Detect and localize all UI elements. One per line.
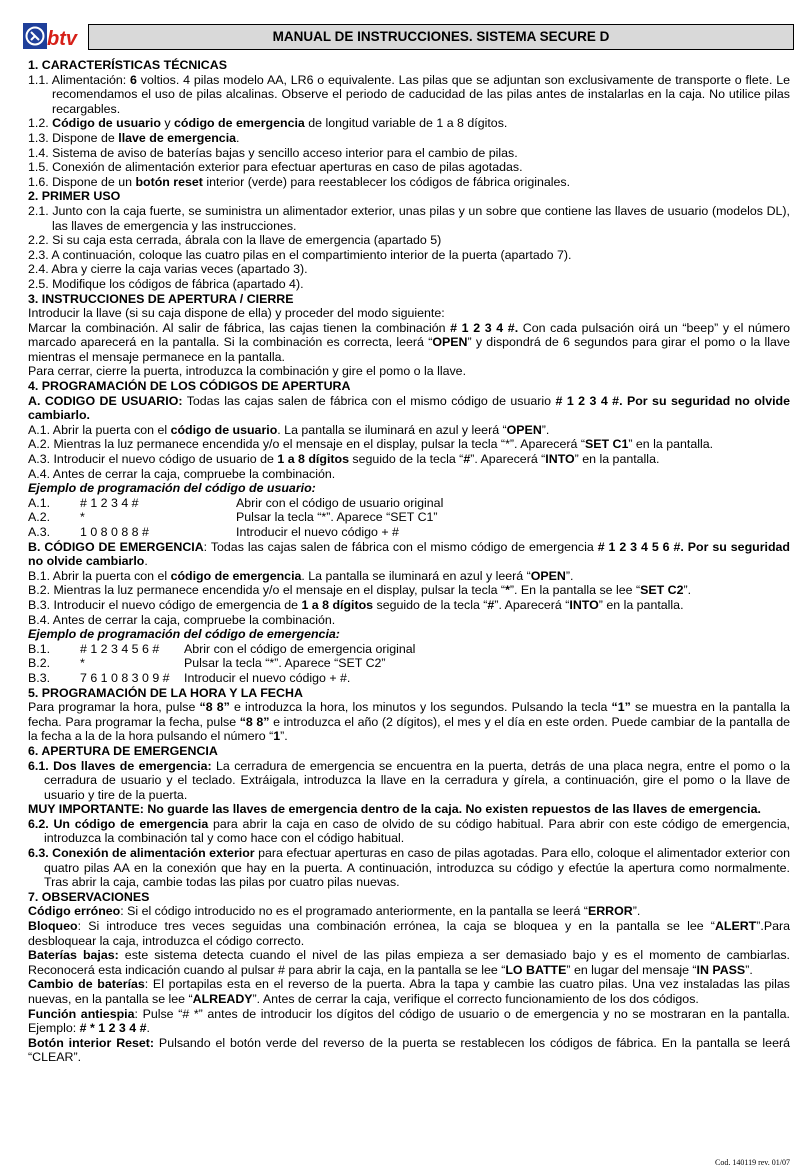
example-code: 1 0 8 0 8 8 # xyxy=(80,525,149,539)
s1-item-4: 1.4. Sistema de aviso de baterías bajas y sencillo acceso interior para el cambio de pilas. xyxy=(28,145,518,160)
s4-b3: B.3. Introducir el nuevo código de emergencia de 1 a 8 dígitos seguido de la tecla “#”. Aparecerá “INTO” en la pantalla. xyxy=(28,597,684,612)
example-desc: Abrir con el código de usuario original xyxy=(236,495,444,510)
example-desc: Pulsar la tecla “*”. Aparece “SET C1” xyxy=(236,510,438,525)
s7-obs-2: Bloqueo: Si introduce tres veces seguidas una combinación errónea, la caja se bloquea y en la pantalla se lee “ALERT”.Para desbloquear la caja, introduzca el código correcto. xyxy=(28,919,790,948)
example-step: B.2. xyxy=(28,656,51,671)
section-3-title: 3. INSTRUCCIONES DE APERTURA / CIERRE xyxy=(28,291,294,306)
s1-item-3: 1.3. Dispone de llave de emergencia. xyxy=(28,130,240,145)
s6-item-2: 6.2. Un código de emergencia para abrir la caja en caso de olvido de su código habitual. Para abrir con este código de emergencia, introduzca la combinación tal y como hace con el código habitual. xyxy=(28,816,790,846)
s4-a2: A.2. Mientras la luz permanece encendida y/o el mensaje en el display, pulsar la tecla “*”. Aparecerá “SET C1” en la pantalla. xyxy=(28,437,714,452)
example-step: B.1. xyxy=(28,641,51,656)
section-1-title: 1. CARACTERÍSTICAS TÉCNICAS xyxy=(28,58,227,72)
s7-obs-5: Función antiespia: Pulse “# *” antes de introducir los dígitos del código de usuario o de emergencia y no se mostraran en la pantalla. Ejemplo: # * 1 2 3 4 #. xyxy=(28,1006,790,1036)
example-row xyxy=(28,496,790,511)
btv-logo xyxy=(22,22,84,52)
example-desc: Abrir con el código de emergencia original xyxy=(184,641,416,656)
s4-a4: A.4. Antes de cerrar la caja, compruebe la combinación. xyxy=(28,466,336,481)
document-body xyxy=(28,58,790,1065)
s4-a-intro: A. CODIGO DE USUARIO: Todas las cajas salen de fábrica con el mismo código de usuario # 1 2 3 4 #. Por su seguridad no olvide cambiarlo. xyxy=(28,393,791,423)
example-code: * xyxy=(80,510,85,525)
example-row xyxy=(28,642,790,657)
manual-page xyxy=(28,20,790,1065)
example-code: # 1 2 3 4 # xyxy=(80,495,139,510)
section-6-title: 6. APERTURA DE EMERGENCIA xyxy=(28,743,218,758)
example-row xyxy=(28,525,790,540)
document-title: MANUAL DE INSTRUCCIONES. SISTEMA SECURE D xyxy=(88,24,794,50)
s4-b1: B.1. Abrir la puerta con el código de emergencia. La pantalla se iluminará en azul y leerá “OPEN”. xyxy=(28,568,574,583)
s6-item-1: 6.1. Dos llaves de emergencia: La cerradura de emergencia se encuentra en la puerta, detrás de una placa negra, entre el pomo o la cerradura de usuario y el teclado. Extráigala, introduzca la llave en la cerradura y gírela, a continuación, gire el pomo o la llave de usuario y tire de la puerta. xyxy=(28,758,790,802)
header xyxy=(28,20,790,54)
s2-item-3: 2.3. A continuación, coloque las cuatro pilas en el compartimiento interior de la puerta (apartado 7). xyxy=(28,247,572,262)
example-row xyxy=(28,656,790,671)
example-code: * xyxy=(80,656,85,671)
example-desc: Introducir el nuevo código + #. xyxy=(184,670,351,685)
s4-b-intro: B. CÓDIGO DE EMERGENCIA: Todas las cajas salen de fábrica con el mismo código de emergencia # 1 2 3 4 5 6 #. Por su seguridad no olvide cambiarlo. xyxy=(28,539,790,569)
s1-item-5: 1.5. Conexión de alimentación exterior para efectuar aperturas en caso de pilas agotadas. xyxy=(28,160,523,175)
example-desc: Introducir el nuevo código + # xyxy=(236,525,399,539)
section-5-title: 5. PROGRAMACIÓN DE LA HORA Y LA FECHA xyxy=(28,685,303,700)
s1-item-1: 1.1. Alimentación: 6 voltios. 4 pilas modelo AA, LR6 o equivalente. Las pilas que se adjuntan son exclusivamente de transporte o flete. Le recomendamos el uso de pilas alcalinas. Observe el periodo de caducidad de las pilas antes de instalarlas en la caja. No utilice pilas recargables. xyxy=(28,72,790,116)
section-7-title: 7. OBSERVACIONES xyxy=(28,889,150,904)
s2-item-2: 2.2. Si su caja esta cerrada, ábrala con la llave de emergencia (apartado 5) xyxy=(28,233,442,248)
s4-b-example-title: Ejemplo de programación del código de emergencia: xyxy=(28,627,340,642)
example-step: B.3. xyxy=(28,670,51,685)
example-step: A.2. xyxy=(28,510,51,525)
s3-para-1: Introducir la llave (si su caja dispone de ella) y proceder del modo siguiente: xyxy=(28,306,445,321)
s1-item-6: 1.6. Dispone de un botón reset interior (verde) para reestablecer los códigos de fábrica originales. xyxy=(28,174,571,189)
s1-item-2: 1.2. Código de usuario y código de emergencia de longitud variable de 1 a 8 dígitos. xyxy=(28,116,508,131)
s4-a-example-title: Ejemplo de programación del código de usuario: xyxy=(28,481,316,496)
example-row xyxy=(28,510,790,525)
s3-para-3: Para cerrar, cierre la puerta, introduzca la combinación y gire el pomo o la llave. xyxy=(28,364,467,379)
example-code: # 1 2 3 4 5 6 # xyxy=(80,641,160,656)
example-step: A.1. xyxy=(28,495,51,510)
s4-b4: B.4. Antes de cerrar la caja, compruebe la combinación. xyxy=(28,612,336,627)
s6-item-3: 6.3. Conexión de alimentación exterior para efectuar aperturas en caso de pilas agotadas. Para ello, coloque el alimentador exterior con quatro pilas AA en la conexión que hay en la puerta. A continuación, introduzca su código y efectúe la apertura como normalmente. Tras abrir la caja, cambie todas las pilas por cuatro pilas nuevas. xyxy=(28,846,791,890)
s4-b2: B.2. Mientras la luz permanece encendida y/o el mensaje en el display, pulsar la tecla “*”. En la pantalla se lee “SET C2”. xyxy=(28,583,692,598)
s2-item-5: 2.5. Modifique los códigos de fábrica (apartado 4). xyxy=(28,276,304,291)
s2-item-1: 2.1. Junto con la caja fuerte, se suministra un alimentador exterior, unas pilas y un sobre que contiene las llaves de usuario (modelos DL), las llaves de emergencia y las instrucciones. xyxy=(28,203,790,233)
s6-warning: MUY IMPORTANTE: No guarde las llaves de emergencia dentro de la caja. No existen repuestos de las llaves de emergencia. xyxy=(28,802,761,817)
example-desc: Pulsar la tecla “*”. Aparece “SET C2” xyxy=(184,656,386,671)
s7-obs-6: Botón interior Reset: Pulsando el botón verde del reverso de la puerta se restablecen los códigos de fábrica. En la pantalla se leerá “CLEAR”. xyxy=(28,1035,790,1065)
s7-obs-4: Cambio de baterías: El portapilas esta en el reverso de la puerta. Abra la tapa y cambie las cuatro pilas. Una vez instaladas las pilas nuevas, en la pantalla se lee “ALREADY”. Antes de cerrar la caja, verifique el correcto funcionamiento de los dos códigos. xyxy=(28,977,790,1006)
s7-obs-1: Código erróneo: Si el código introducido no es el programado anteriormente, en la pantalla se leerá “ERROR”. xyxy=(28,904,641,919)
s7-obs-3: Baterías bajas: este sistema detecta cuando el nivel de las pilas empieza a ser demasiado bajo y es el momento de cambiarlas. Reconocerá esta indicación cuando al pulsar # para abrir la caja, en la pantalla se lee “LO BATTE” en lugar del mensaje “IN PASS”. xyxy=(28,948,790,977)
section-4-title: 4. PROGRAMACIÓN DE LOS CÓDIGOS DE APERTURA xyxy=(28,379,351,394)
s4-a1: A.1. Abrir la puerta con el código de usuario. La pantalla se iluminará en azul y leerá “OPEN”. xyxy=(28,422,550,437)
s2-item-4: 2.4. Abra y cierre la caja varias veces (apartado 3). xyxy=(28,262,308,277)
example-step: A.3. xyxy=(28,525,51,539)
s3-para-2: Marcar la combinación. Al salir de fábrica, las cajas tienen la combinación # 1 2 3 4 #. Con cada pulsación oirá un “beep” y el número marcado aparecerá en la pantalla. Si la combinación es correcta, leerá “OPEN” y dispondrá de 6 segundos para girar el pomo o la llave mientras el mensaje permanece en la pantalla. xyxy=(28,320,790,364)
section-2-title: 2. PRIMER USO xyxy=(28,189,121,204)
s5-para: Para programar la hora, pulse “8 8” e introduzca la hora, los minutos y los segundos. Pulsando la tecla “1” se muestra en la pantalla la fecha. Para programar la fecha, pulse “8 8” e introduzca el año (2 dígitos), el mes y el día en este orden. Puede cambiar de la pantalla de la fecha a la de la hora pulsando el número “1”. xyxy=(28,700,790,744)
footer-code: Cod. 140119 rev. 01/07 xyxy=(715,1158,790,1167)
example-code: 7 6 1 0 8 3 0 9 # xyxy=(80,670,170,685)
s4-a3: A.3. Introducir el nuevo código de usuario de 1 a 8 dígitos seguido de la tecla “#”. Aparecerá “INTO” en la pantalla. xyxy=(28,452,660,467)
example-row xyxy=(28,671,790,686)
logo-text: btv xyxy=(47,28,77,50)
